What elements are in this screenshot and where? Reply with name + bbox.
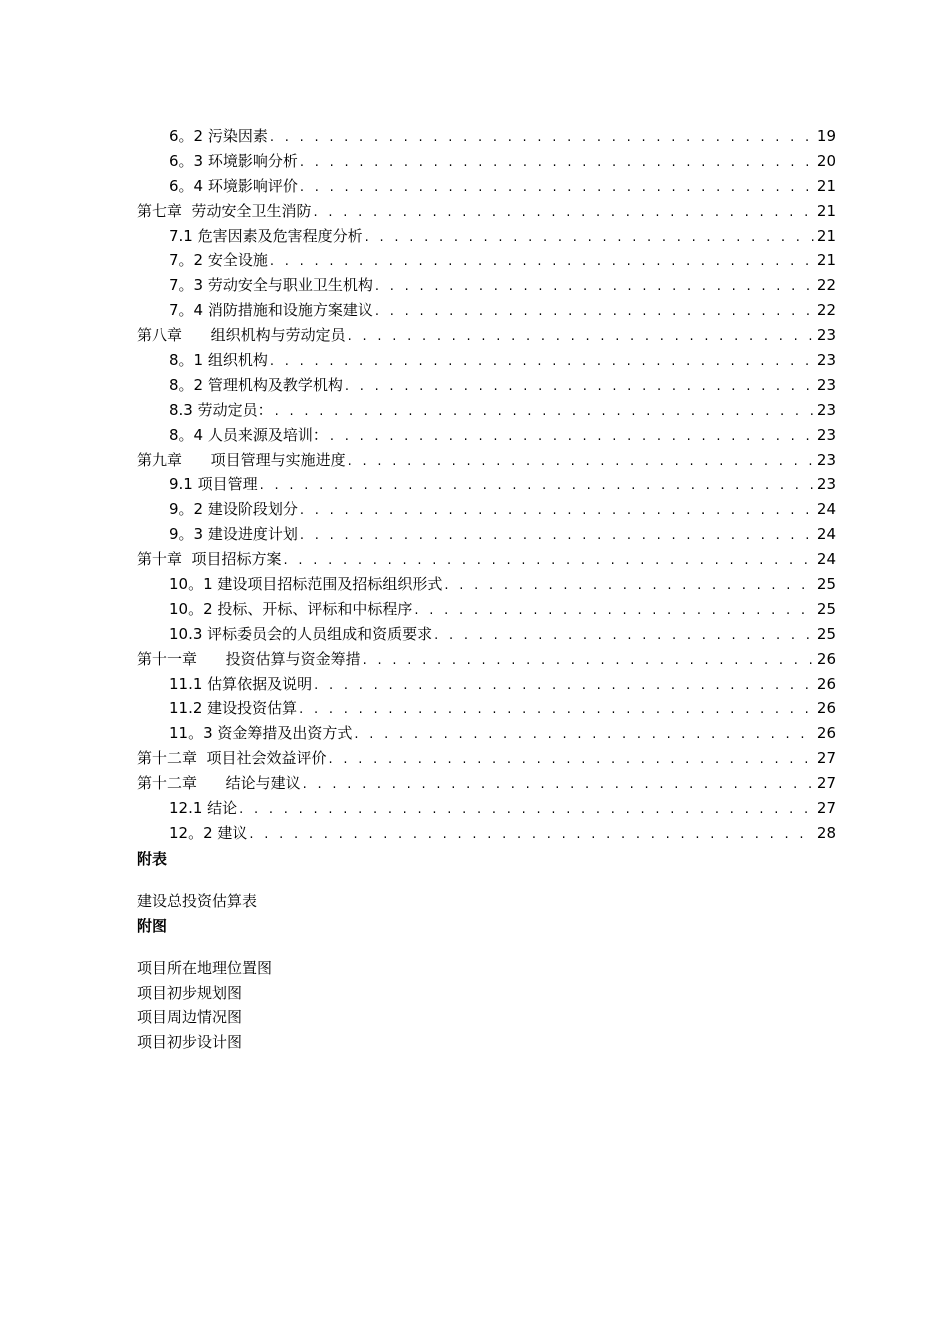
toc-entry-title: 8。1 组织机构 <box>169 351 268 370</box>
toc-entry-title: 10。2 投标、开标、评标和中标程序 <box>169 599 413 618</box>
toc-entry[interactable] <box>137 622 836 647</box>
toc-entry[interactable] <box>137 572 836 597</box>
toc-entry-title: 8。2 管理机构及教学机构 <box>169 375 343 394</box>
toc-entry-title: 7。4 消防措施和设施方案建议 <box>169 301 373 320</box>
toc-entry-page-number: 21 <box>816 176 836 195</box>
appendix-item: 项目所在地理位置图 <box>137 958 273 977</box>
toc-entry[interactable] <box>137 497 836 522</box>
toc-entry-title: 8.3 劳动定员： <box>169 400 273 419</box>
toc-entry-title: 7。3 劳动安全与职业卫生机构 <box>169 276 373 295</box>
toc-entry[interactable] <box>137 472 836 497</box>
toc-dot-leader <box>275 400 815 425</box>
toc-entry-page-number: 24 <box>816 525 836 544</box>
toc-entry-page-number: 23 <box>816 425 836 444</box>
toc-entry-page-number: 20 <box>816 151 836 170</box>
appendix-figures-heading: 附图 <box>137 916 168 935</box>
toc-dot-leader <box>284 549 815 574</box>
appendix-item: 建设总投资估算表 <box>137 891 258 910</box>
toc-dot-leader <box>314 674 815 699</box>
toc-entry[interactable] <box>137 174 836 199</box>
toc-entry-page-number: 24 <box>816 550 836 569</box>
toc-entry-page-number: 21 <box>816 201 836 220</box>
appendix-item: 项目周边情况图 <box>137 1008 243 1027</box>
toc-dot-leader <box>375 300 815 325</box>
toc-entry[interactable] <box>137 398 836 423</box>
toc-entry[interactable] <box>137 522 836 547</box>
toc-entry-title: 9.1 项目管理 <box>169 475 258 494</box>
toc-dot-leader <box>299 698 815 723</box>
toc-dot-leader <box>303 773 815 798</box>
toc-entry-page-number: 22 <box>816 276 836 295</box>
appendix-section <box>137 847 272 1055</box>
toc-entry-title: 11.2 建设投资估算 <box>169 699 298 718</box>
toc-dot-leader <box>270 250 815 275</box>
toc-entry[interactable] <box>137 597 836 622</box>
toc-entry-page-number: 23 <box>816 400 836 419</box>
toc-dot-leader <box>260 474 815 499</box>
toc-entry[interactable] <box>137 298 836 323</box>
toc-dot-leader <box>300 176 815 201</box>
toc-dot-leader <box>300 151 815 176</box>
toc-entry-title: 第十章 项目招标方案 <box>137 550 282 569</box>
toc-entry[interactable] <box>137 672 836 697</box>
toc-entry[interactable] <box>137 273 836 298</box>
toc-entry[interactable] <box>137 746 836 771</box>
toc-dot-leader <box>345 375 815 400</box>
toc-entry-page-number: 28 <box>816 823 836 842</box>
toc-dot-leader <box>414 599 815 624</box>
toc-entry-title: 9。3 建设进度计划 <box>169 525 298 544</box>
appendix-tables-list <box>137 889 272 914</box>
toc-entry-page-number: 25 <box>816 575 836 594</box>
toc-entry[interactable] <box>137 323 836 348</box>
toc-entry[interactable] <box>137 124 836 149</box>
toc-entry-title: 第九章 项目管理与实施进度 <box>137 450 346 469</box>
toc-entry[interactable] <box>137 771 836 796</box>
toc-dot-leader <box>300 524 815 549</box>
toc-dot-leader <box>434 624 815 649</box>
toc-entry-page-number: 24 <box>816 500 836 519</box>
toc-dot-leader <box>329 748 815 773</box>
toc-entry[interactable] <box>137 149 836 174</box>
toc-entry-page-number: 25 <box>816 624 836 643</box>
toc-dot-leader <box>270 350 815 375</box>
toc-dot-leader <box>363 649 815 674</box>
toc-entry-title: 6。3 环境影响分析 <box>169 151 298 170</box>
toc-entry-page-number: 22 <box>816 301 836 320</box>
toc-dot-leader <box>239 798 815 823</box>
toc-dot-leader <box>354 723 815 748</box>
toc-dot-leader <box>270 126 815 151</box>
toc-entry-page-number: 19 <box>816 127 836 145</box>
toc-entry-page-number: 23 <box>816 326 836 345</box>
toc-entry-title: 12.1 结论 <box>169 799 238 818</box>
toc-dot-leader <box>444 574 815 599</box>
toc-entry-title: 12。2 建议 <box>169 823 248 842</box>
toc-entry-title: 6。4 环境影响评价 <box>169 176 298 195</box>
toc-entry-page-number: 27 <box>816 799 836 818</box>
toc-entry-title: 11.1 估算依据及说明 <box>169 674 313 693</box>
toc-entry[interactable] <box>137 373 836 398</box>
toc-entry[interactable] <box>137 248 836 273</box>
toc-entry-title: 第十二章 项目社会效益评价 <box>137 749 327 768</box>
toc-entry-title: 10.3 评标委员会的人员组成和资质要求 <box>169 624 433 643</box>
toc-dot-leader <box>300 499 815 524</box>
toc-entry[interactable] <box>137 721 836 746</box>
toc-entry-title: 10。1 建设项目招标范围及招标组织形式 <box>169 575 443 594</box>
spacer <box>137 939 272 956</box>
toc-entry-page-number: 21 <box>816 251 836 270</box>
toc-dot-leader <box>330 425 815 450</box>
toc-entry-title: 第十二章 结论与建议 <box>137 774 301 793</box>
toc-entry-page-number: 27 <box>816 749 836 768</box>
toc-entry-page-number: 26 <box>816 724 836 743</box>
toc-dot-leader <box>348 450 815 475</box>
toc-entry-title: 6。2 污染因素 <box>169 127 268 145</box>
appendix-item: 项目初步设计图 <box>137 1033 243 1052</box>
toc-entry-page-number: 25 <box>816 599 836 618</box>
toc-entry-title: 第十一章 投资估算与资金筹措 <box>137 649 361 668</box>
toc-dot-leader <box>348 325 815 350</box>
toc-entry[interactable] <box>137 821 836 846</box>
toc-entry[interactable] <box>137 448 836 473</box>
toc-entry-title: 9。2 建设阶段划分 <box>169 500 298 519</box>
toc-entry[interactable] <box>137 224 836 249</box>
toc-entry[interactable] <box>137 647 836 672</box>
appendix-figures-list <box>137 956 272 1056</box>
toc-dot-leader <box>314 201 815 226</box>
toc-entry-title: 第七章 劳动安全卫生消防 <box>137 201 312 220</box>
toc-entry-page-number: 26 <box>816 699 836 718</box>
toc-entry-page-number: 26 <box>816 649 836 668</box>
toc-entry-page-number: 23 <box>816 351 836 370</box>
toc-entry-title: 第八章 组织机构与劳动定员 <box>137 326 346 345</box>
toc-dot-leader <box>249 823 815 848</box>
appendix-tables-heading: 附表 <box>137 850 168 868</box>
spacer <box>137 872 272 889</box>
toc-entry-page-number: 23 <box>816 475 836 494</box>
toc-entry[interactable] <box>137 199 836 224</box>
toc-entry[interactable] <box>137 696 836 721</box>
toc-entry[interactable] <box>137 547 836 572</box>
toc-entry-page-number: 21 <box>816 226 836 245</box>
toc-entry-page-number: 27 <box>816 774 836 793</box>
toc-entry[interactable] <box>137 796 836 821</box>
toc-entry-title: 11。3 资金筹措及出资方式 <box>169 724 353 743</box>
table-of-contents <box>137 124 836 846</box>
appendix-item: 项目初步规划图 <box>137 983 243 1002</box>
toc-entry[interactable] <box>137 348 836 373</box>
toc-entry-page-number: 26 <box>816 674 836 693</box>
toc-dot-leader <box>365 226 815 251</box>
toc-dot-leader <box>375 275 815 300</box>
toc-entry-title: 7。2 安全设施 <box>169 251 268 270</box>
toc-entry-title: 7.1 危害因素及危害程度分析 <box>169 226 363 245</box>
toc-entry-page-number: 23 <box>816 375 836 394</box>
toc-entry[interactable] <box>137 423 836 448</box>
toc-entry-page-number: 23 <box>816 450 836 469</box>
toc-entry-title: 8。4 人员来源及培训： <box>169 425 328 444</box>
